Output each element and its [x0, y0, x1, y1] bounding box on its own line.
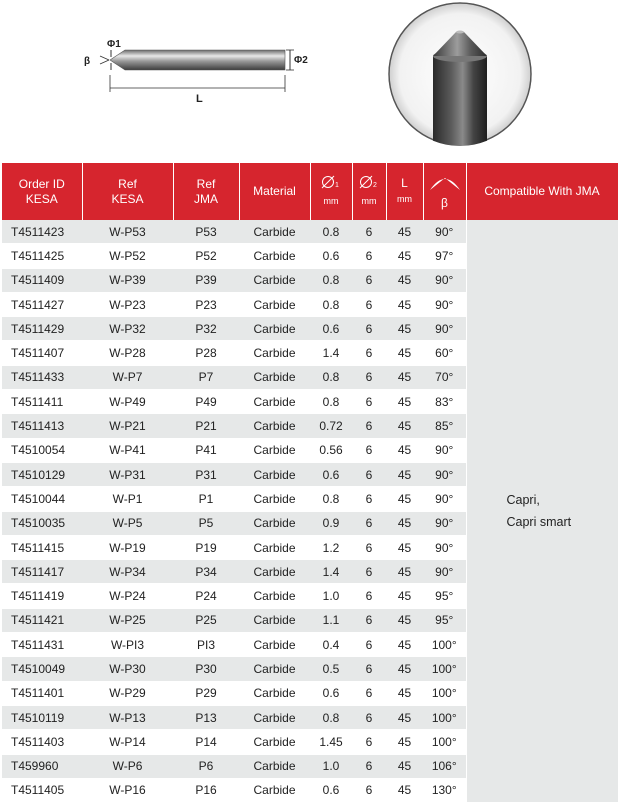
cell-angle: 95° [423, 584, 466, 608]
cell-diameter2: 6 [352, 268, 386, 292]
cell-material: Carbide [239, 633, 310, 657]
col-header-length: L mm [386, 163, 423, 220]
col-header-order-id: Order ID KESA [2, 163, 82, 220]
cell-ref-jma: P52 [173, 244, 239, 268]
cell-diameter2: 6 [352, 730, 386, 754]
cell-order-id: T4510049 [2, 657, 82, 681]
cell-ref-jma: P49 [173, 390, 239, 414]
cell-length: 45 [386, 317, 423, 341]
cell-ref-kesa: W-P31 [82, 462, 173, 486]
cell-length: 45 [386, 608, 423, 632]
cell-ref-jma: P25 [173, 608, 239, 632]
cell-material: Carbide [239, 754, 310, 778]
cell-angle: 90° [423, 220, 466, 244]
cell-length: 45 [386, 487, 423, 511]
cell-ref-jma: P34 [173, 560, 239, 584]
cell-diameter2: 6 [352, 390, 386, 414]
cell-diameter2: 6 [352, 462, 386, 486]
cell-ref-jma: P13 [173, 705, 239, 729]
cell-angle: 90° [423, 317, 466, 341]
cell-ref-jma: P21 [173, 414, 239, 438]
cell-ref-kesa: W-P24 [82, 584, 173, 608]
cell-diameter2: 6 [352, 292, 386, 316]
cell-diameter1: 0.8 [310, 365, 352, 389]
cell-diameter1: 0.8 [310, 390, 352, 414]
cell-diameter1: 0.56 [310, 438, 352, 462]
cell-ref-jma: P16 [173, 778, 239, 802]
cell-order-id: T4511429 [2, 317, 82, 341]
cell-order-id: T4510119 [2, 705, 82, 729]
cell-diameter2: 6 [352, 705, 386, 729]
cell-ref-jma: P14 [173, 730, 239, 754]
cell-ref-jma: P19 [173, 535, 239, 559]
cell-diameter2: 6 [352, 560, 386, 584]
cell-length: 45 [386, 462, 423, 486]
cell-length: 45 [386, 754, 423, 778]
cell-diameter2: 6 [352, 414, 386, 438]
cell-length: 45 [386, 730, 423, 754]
cell-diameter2: 6 [352, 244, 386, 268]
cell-diameter2: 6 [352, 633, 386, 657]
cell-order-id: T4511425 [2, 244, 82, 268]
cell-ref-kesa: W-P25 [82, 608, 173, 632]
diagram-label-phi1: Φ1 [107, 39, 121, 50]
cell-diameter1: 0.5 [310, 657, 352, 681]
cell-length: 45 [386, 390, 423, 414]
cell-material: Carbide [239, 730, 310, 754]
cell-length: 45 [386, 220, 423, 244]
cell-diameter2: 6 [352, 487, 386, 511]
cell-diameter2: 6 [352, 438, 386, 462]
cell-order-id: T4511421 [2, 608, 82, 632]
cell-material: Carbide [239, 778, 310, 802]
cell-angle: 106° [423, 754, 466, 778]
cell-order-id: T4511433 [2, 365, 82, 389]
cell-order-id: T4511413 [2, 414, 82, 438]
cell-ref-kesa: W-P5 [82, 511, 173, 535]
product-illustration [0, 0, 620, 160]
cell-order-id: T4511417 [2, 560, 82, 584]
cell-diameter1: 1.4 [310, 560, 352, 584]
cell-length: 45 [386, 705, 423, 729]
cell-diameter2: 6 [352, 341, 386, 365]
cell-angle: 90° [423, 438, 466, 462]
cell-angle: 90° [423, 560, 466, 584]
compatible-machine: Capri smart [506, 515, 572, 530]
compatible-machines-cell [466, 220, 618, 803]
cell-diameter1: 0.9 [310, 511, 352, 535]
cell-angle: 100° [423, 633, 466, 657]
cell-angle: 100° [423, 681, 466, 705]
cell-ref-jma: P41 [173, 438, 239, 462]
cell-order-id: T4511423 [2, 220, 82, 244]
cell-diameter1: 0.6 [310, 681, 352, 705]
cell-diameter1: 0.8 [310, 268, 352, 292]
cell-ref-kesa: W-P14 [82, 730, 173, 754]
diagram-label-l: L [196, 93, 203, 105]
cell-angle: 95° [423, 608, 466, 632]
svg-text:1: 1 [335, 181, 339, 189]
cell-ref-kesa: W-P49 [82, 390, 173, 414]
cell-material: Carbide [239, 268, 310, 292]
cell-diameter1: 0.6 [310, 778, 352, 802]
col-header-diameter2: 2 mm [352, 163, 386, 220]
cell-diameter1: 0.6 [310, 244, 352, 268]
cell-diameter1: 1.45 [310, 730, 352, 754]
tip-angle-icon [429, 172, 461, 192]
cell-ref-kesa: W-P23 [82, 292, 173, 316]
cell-angle: 83° [423, 390, 466, 414]
cell-ref-jma: P53 [173, 220, 239, 244]
cell-ref-jma: P24 [173, 584, 239, 608]
cell-order-id: T4511409 [2, 268, 82, 292]
cell-diameter1: 0.4 [310, 633, 352, 657]
cell-ref-jma: PI3 [173, 633, 239, 657]
cell-length: 45 [386, 244, 423, 268]
cell-length: 45 [386, 778, 423, 802]
table-row [2, 220, 618, 244]
cell-diameter2: 6 [352, 584, 386, 608]
cell-material: Carbide [239, 487, 310, 511]
cell-material: Carbide [239, 220, 310, 244]
cell-diameter2: 6 [352, 657, 386, 681]
cell-length: 45 [386, 535, 423, 559]
diameter1-icon [320, 175, 342, 189]
cell-angle: 70° [423, 365, 466, 389]
cell-order-id: T4510035 [2, 511, 82, 535]
cell-material: Carbide [239, 390, 310, 414]
cell-ref-jma: P6 [173, 754, 239, 778]
cell-diameter1: 0.8 [310, 220, 352, 244]
cell-length: 45 [386, 657, 423, 681]
cell-length: 45 [386, 292, 423, 316]
cell-length: 45 [386, 414, 423, 438]
cell-material: Carbide [239, 560, 310, 584]
cell-order-id: T4510054 [2, 438, 82, 462]
cell-ref-jma: P29 [173, 681, 239, 705]
cell-ref-kesa: W-P34 [82, 560, 173, 584]
diagram-label-beta: β [84, 56, 91, 67]
cell-material: Carbide [239, 657, 310, 681]
cell-ref-kesa: W-P29 [82, 681, 173, 705]
cell-length: 45 [386, 560, 423, 584]
cell-angle: 90° [423, 268, 466, 292]
cell-ref-kesa: W-P32 [82, 317, 173, 341]
diameter2-icon [358, 175, 380, 189]
cell-length: 45 [386, 511, 423, 535]
cell-order-id: T4510129 [2, 462, 82, 486]
dimension-diagram [80, 30, 320, 110]
cell-order-id: T4511411 [2, 390, 82, 414]
cell-angle: 90° [423, 535, 466, 559]
cell-diameter2: 6 [352, 778, 386, 802]
cell-ref-kesa: W-P30 [82, 657, 173, 681]
cell-ref-kesa: W-P1 [82, 487, 173, 511]
cell-angle: 90° [423, 487, 466, 511]
cell-order-id: T4511431 [2, 633, 82, 657]
cell-diameter1: 1.2 [310, 535, 352, 559]
cell-material: Carbide [239, 584, 310, 608]
cell-ref-kesa: W-P53 [82, 220, 173, 244]
cell-angle: 97° [423, 244, 466, 268]
cell-length: 45 [386, 341, 423, 365]
cell-material: Carbide [239, 341, 310, 365]
cell-order-id: T4511427 [2, 292, 82, 316]
product-photo [388, 2, 532, 146]
cell-ref-kesa: W-P7 [82, 365, 173, 389]
col-header-angle: β [423, 163, 466, 220]
cell-order-id: T4511419 [2, 584, 82, 608]
cell-angle: 130° [423, 778, 466, 802]
cell-ref-jma: P32 [173, 317, 239, 341]
cell-length: 45 [386, 633, 423, 657]
cell-length: 45 [386, 438, 423, 462]
cell-diameter1: 0.8 [310, 487, 352, 511]
cell-diameter2: 6 [352, 754, 386, 778]
cell-material: Carbide [239, 365, 310, 389]
cell-diameter1: 1.0 [310, 754, 352, 778]
compatible-machine: Capri, [506, 493, 540, 508]
cell-ref-kesa: W-P52 [82, 244, 173, 268]
cell-diameter2: 6 [352, 365, 386, 389]
cell-ref-kesa: W-PI3 [82, 633, 173, 657]
cell-angle: 60° [423, 341, 466, 365]
cell-order-id: T4511407 [2, 341, 82, 365]
cell-material: Carbide [239, 414, 310, 438]
cell-ref-kesa: W-P28 [82, 341, 173, 365]
cell-ref-kesa: W-P16 [82, 778, 173, 802]
cell-ref-kesa: W-P13 [82, 705, 173, 729]
cell-diameter2: 6 [352, 535, 386, 559]
table-header-row [2, 163, 618, 220]
specification-table [2, 163, 619, 803]
cell-diameter2: 6 [352, 317, 386, 341]
col-header-diameter1: 1 mm [310, 163, 352, 220]
cell-ref-kesa: W-P41 [82, 438, 173, 462]
cell-angle: 100° [423, 705, 466, 729]
cell-diameter2: 6 [352, 681, 386, 705]
col-header-compatible: Compatible With JMA [466, 163, 618, 220]
cell-ref-jma: P39 [173, 268, 239, 292]
cell-angle: 100° [423, 730, 466, 754]
cell-material: Carbide [239, 317, 310, 341]
cell-ref-jma: P7 [173, 365, 239, 389]
cell-order-id: T4511415 [2, 535, 82, 559]
cell-angle: 85° [423, 414, 466, 438]
cell-angle: 90° [423, 511, 466, 535]
cell-material: Carbide [239, 292, 310, 316]
cell-diameter1: 0.6 [310, 317, 352, 341]
cell-diameter1: 1.4 [310, 341, 352, 365]
cell-material: Carbide [239, 438, 310, 462]
cell-order-id: T4511401 [2, 681, 82, 705]
cell-diameter2: 6 [352, 608, 386, 632]
cell-angle: 90° [423, 462, 466, 486]
col-header-ref-kesa: Ref KESA [82, 163, 173, 220]
cell-diameter1: 0.72 [310, 414, 352, 438]
cell-angle: 100° [423, 657, 466, 681]
cell-diameter1: 0.6 [310, 462, 352, 486]
cell-material: Carbide [239, 681, 310, 705]
cell-ref-kesa: W-P6 [82, 754, 173, 778]
cell-length: 45 [386, 268, 423, 292]
cell-ref-jma: P30 [173, 657, 239, 681]
cell-diameter1: 0.8 [310, 705, 352, 729]
cell-order-id: T4511403 [2, 730, 82, 754]
cell-ref-jma: P23 [173, 292, 239, 316]
col-header-ref-jma: Ref JMA [173, 163, 239, 220]
cell-diameter2: 6 [352, 511, 386, 535]
cell-material: Carbide [239, 705, 310, 729]
cell-diameter1: 1.0 [310, 584, 352, 608]
cell-ref-jma: P5 [173, 511, 239, 535]
cell-diameter1: 0.8 [310, 292, 352, 316]
cell-material: Carbide [239, 535, 310, 559]
cell-length: 45 [386, 365, 423, 389]
cell-ref-jma: P1 [173, 487, 239, 511]
cell-material: Carbide [239, 608, 310, 632]
cell-material: Carbide [239, 511, 310, 535]
cell-diameter1: 1.1 [310, 608, 352, 632]
cell-ref-jma: P31 [173, 462, 239, 486]
cell-ref-kesa: W-P19 [82, 535, 173, 559]
cell-order-id: T459960 [2, 754, 82, 778]
cell-order-id: T4511405 [2, 778, 82, 802]
cell-ref-jma: P28 [173, 341, 239, 365]
cell-material: Carbide [239, 462, 310, 486]
cell-diameter2: 6 [352, 220, 386, 244]
col-header-material: Material [239, 163, 310, 220]
cell-order-id: T4510044 [2, 487, 82, 511]
cell-material: Carbide [239, 244, 310, 268]
diagram-label-phi2: Φ2 [294, 55, 308, 66]
cell-length: 45 [386, 681, 423, 705]
cell-ref-kesa: W-P39 [82, 268, 173, 292]
cell-angle: 90° [423, 292, 466, 316]
cell-ref-kesa: W-P21 [82, 414, 173, 438]
cell-length: 45 [386, 584, 423, 608]
svg-text:2: 2 [373, 181, 377, 189]
